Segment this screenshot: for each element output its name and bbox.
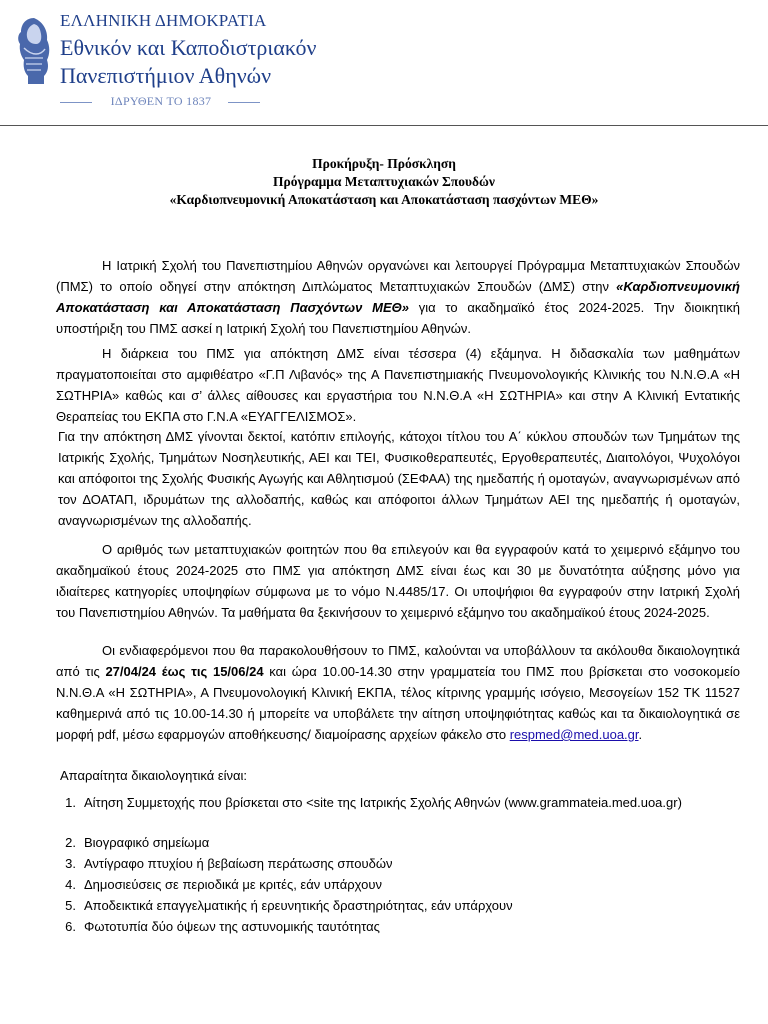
list-item-number: 4.: [65, 877, 76, 892]
athena-head-icon: [14, 14, 54, 86]
email-link[interactable]: respmed@med.uoa.gr: [509, 727, 639, 742]
list-item-text: Αποδεικτικά επαγγελματικής ή ερευνητικής δραστηριότητας, εάν υπάρχουν: [84, 898, 513, 913]
university-name-line2: Πανεπιστήμιον Αθηνών: [60, 63, 272, 88]
paragraph-admissions: [56, 539, 740, 623]
required-docs-heading: Απαραίτητα δικαιολογητικά είναι:: [60, 768, 248, 783]
program-name: «Καρδιοπνευμονική Αποκατάσταση και Αποκατάσταση Πασχόντων ΜΕΘ»: [56, 279, 740, 315]
list-item-number: 3.: [65, 856, 76, 871]
list-item-number: 5.: [65, 898, 76, 913]
admissions-text: Ο αριθμός των μεταπτυχιακών φοιτητών που θα επιλεγούν και θα εγγραφούν κατά το χειμερινό εξάμηνο του ακαδημαϊκού έτους 2024-2025 στο ΠΜΣ για απόκτηση ΔΜΣ είναι έως και 30 με δυνατότητα αύξησης μόνο για ιδιαίτερες κατηγορίες υποψηφίων σύμφωνα με το νόμο Ν.4485/17. Οι υποψήφιοι θα εγγραφούν στην Ιατρική Σχολή του Πανεπιστημίου Αθηνών. Τα μαθήματα θα ξεκινήσουν το χειμερινό εξάμηνο του ακαδημαϊκού έτους 2024-2025.: [56, 542, 740, 620]
title-line-1: Προκήρυξη- Πρόσκληση: [312, 156, 456, 171]
republic-title: ΕΛΛΗΝΙΚΗ ΔΗΜΟΚΡΑΤΙΑ: [60, 11, 267, 30]
submission-dates: 27/04/24 έως τις 15/06/24: [105, 664, 264, 679]
paragraph-duration: [56, 343, 740, 427]
list-item-text: Φωτοτυπία δύο όψεων της αστυνομικής ταυτότητας: [84, 919, 380, 934]
eligibility-text: Για την απόκτηση ΔΜΣ γίνονται δεκτοί, κατόπιν επιλογής, κάτοχοι τίτλου του Α΄ κύκλου σπουδών των Τμημάτων της Ιατρικής Σχολής, Τμημάτων Νοσηλευτικής, ΑΕΙ και ΤΕΙ, Φυσικοθεραπευτές, Εργοθεραπευτές, Διαιτολόγοι, Ψυχολόγοι και απόφοιτοι της Σχολής Φυσικής Αγωγής και Αθλητισμού (ΣΕΦΑΑ) της ημεδαπής ή ομοταγών, αναγνωρισμένων από τον ΔΟΑΤΑΠ, ιδρυμάτων της αλλοδαπής, καθώς και απόφοιτοι άλλων Τμημάτων ΑΕΙ της ημεδαπής ή ομοταγών, αναγνωρισμένων της αλλοδαπής.: [58, 429, 740, 528]
title-line-2: Πρόγραμμα Μεταπτυχιακών Σπουδών: [273, 174, 495, 189]
founded-rule-left: [60, 102, 92, 103]
paragraph-submission: [56, 640, 740, 745]
list-item-number: 1.: [65, 795, 76, 810]
submission-text-cont: και ώρα 10.00-14.30 στην γραμματεία του ΠΜΣ που βρίσκεται στο νοσοκομείο Ν.Ν.Θ.Α «Η ΣΩΤΗΡΙΑ», Α Πνευμονολογική Κλινική ΕΚΠΑ, τέλος κίτρινης γραμμής ισόγειο, Μεσογείων 152 ΤΚ 11527 καθημερινά από τις 10.00-14.30 ή μπορείτε να υποβάλετε την αίτηση υποψηφιότητας καθώς και τα δικαιολογητικά σε μορφή pdf, μέσω εφαρμογών αποθήκευσης/ διαμοίρασης αρχείων φάκελο στο: [56, 664, 740, 742]
intro-text: Η Ιατρική Σχολή του Πανεπιστημίου Αθηνών οργανώνει και λειτουργεί Πρόγραμμα Μεταπτυχιακών Σπουδών (ΠΜΣ) το οποίο οδηγεί στην απόκτηση Διπλώματος Μεταπτυχιακών Σπουδών (ΔΜΣ) στην: [56, 258, 740, 294]
founded-row: [60, 94, 260, 110]
list-item-text: Αίτηση Συμμετοχής που βρίσκεται στο <site της Ιατρικής Σχολής Αθηνών (www.grammateia.med.uoa.gr): [84, 795, 682, 810]
submission-text-end: .: [638, 727, 643, 742]
header-divider: [0, 125, 768, 126]
list-item-number: 2.: [65, 835, 76, 850]
paragraph-intro: [56, 255, 740, 339]
founded-year: ΙΔΡΥΘΕΝ ΤΟ 1837: [110, 94, 212, 108]
list-item-text: Δημοσιεύσεις σε περιοδικά με κριτές, εάν υπάρχουν: [84, 877, 382, 892]
submission-text: Οι ενδιαφερόμενοι που θα παρακολουθήσουν το ΠΜΣ, καλούνται να υποβάλλουν τα ακόλουθα δικαιολογητικά από τις: [56, 643, 740, 679]
letterhead: [0, 0, 768, 125]
duration-text: Η διάρκεια του ΠΜΣ για απόκτηση ΔΜΣ είναι τέσσερα (4) εξάμηνα. Η διδασκαλία των μαθημάτων πραγματοποιείται στο αμφιθέατρο «Γ.Π Λιβανός» της Α Πανεπιστημιακής Πνευμονολογικής Κλινικής του Ν.Ν.Θ.Α «Η ΣΩΤΗΡΙΑ» καθώς και σ’ άλλες αίθουσες και εργαστήρια του Ν.Ν.Θ.Α «Η ΣΩΤΗΡΙΑ» και στην Α Κλινική Εντατικής Θεραπείας του ΕΚΠΑ στο Γ.Ν.Α «ΕΥΑΓΓΕΛΙΣΜΟΣ».: [56, 346, 740, 424]
paragraph-eligibility: [58, 426, 740, 531]
list-item-text: Βιογραφικό σημείωμα: [84, 835, 210, 850]
founded-rule-right: [228, 102, 260, 103]
intro-text-end: για το ακαδημαϊκό έτος 2024-2025. Την διοικητική υποστήριξη του ΠΜΣ ασκεί η Ιατρική Σχολή του Πανεπιστημίου Αθηνών.: [56, 300, 741, 336]
university-name-line1: Εθνικόν και Καποδιστριακόν: [60, 35, 317, 60]
document-title: [0, 155, 768, 209]
list-item-text: Αντίγραφο πτυχίου ή βεβαίωση περάτωσης σπουδών: [84, 856, 393, 871]
title-line-3: «Καρδιοπνευμονική Αποκατάσταση και Αποκατάσταση πασχόντων ΜΕΘ»: [169, 192, 599, 207]
list-item-number: 6.: [65, 919, 76, 934]
